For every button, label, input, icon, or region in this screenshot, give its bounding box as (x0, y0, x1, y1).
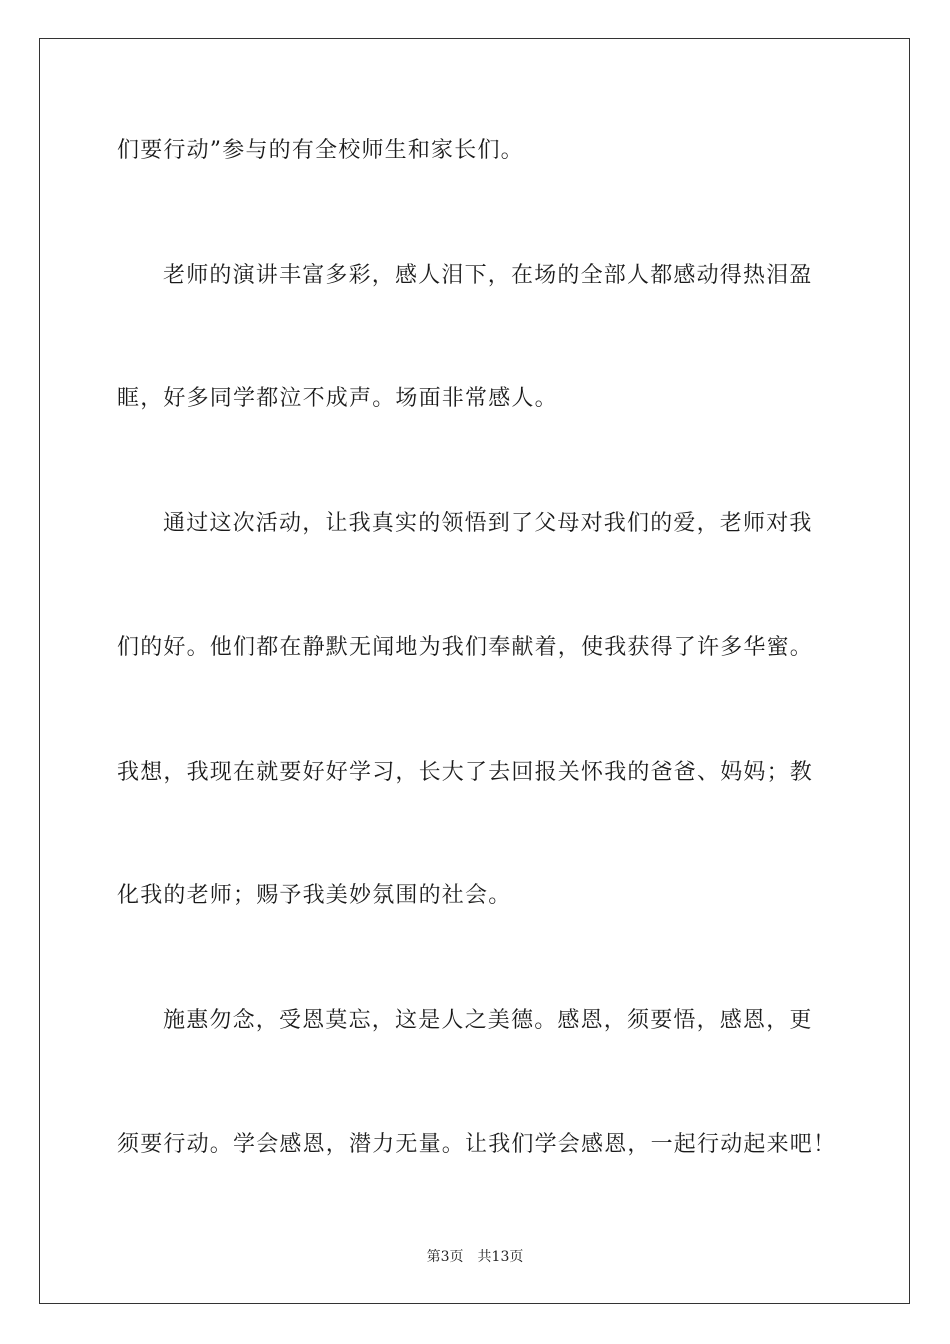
body-text-line: 眶，好多同学都泣不成声。场面非常感人。 (117, 386, 558, 411)
paragraph-start-line: 老师的演讲丰富多彩，感人泪下，在场的全部人都感动得热泪盈 (163, 263, 813, 288)
body-text-line: 化我的老师；赐予我美妙氛围的社会。 (117, 883, 512, 908)
page-number: 第3页 (426, 1249, 464, 1265)
body-text-line: 们要行动”参与的有全校师生和家长们。 (117, 138, 524, 163)
page-total: 共13页 (477, 1249, 524, 1265)
page-frame (39, 38, 910, 1304)
paragraph-start-line: 通过这次活动，让我真实的领悟到了父母对我们的爱，老师对我 (163, 511, 813, 536)
body-text-line: 们的好。他们都在静默无闻地为我们奉献着，使我获得了许多华蜜。 (117, 635, 814, 660)
body-text-line: 我想，我现在就要好好学习，长大了去回报关怀我的爸爸、妈妈；教 (117, 760, 814, 785)
body-text-line: 须要行动。学会感恩，潜力无量。让我们学会感恩，一起行动起来吧！ (117, 1132, 837, 1157)
paragraph-start-line: 施惠勿念，受恩莫忘，这是人之美德。感恩，须要悟，感恩，更 (163, 1008, 813, 1033)
page-footer (0, 1246, 950, 1266)
